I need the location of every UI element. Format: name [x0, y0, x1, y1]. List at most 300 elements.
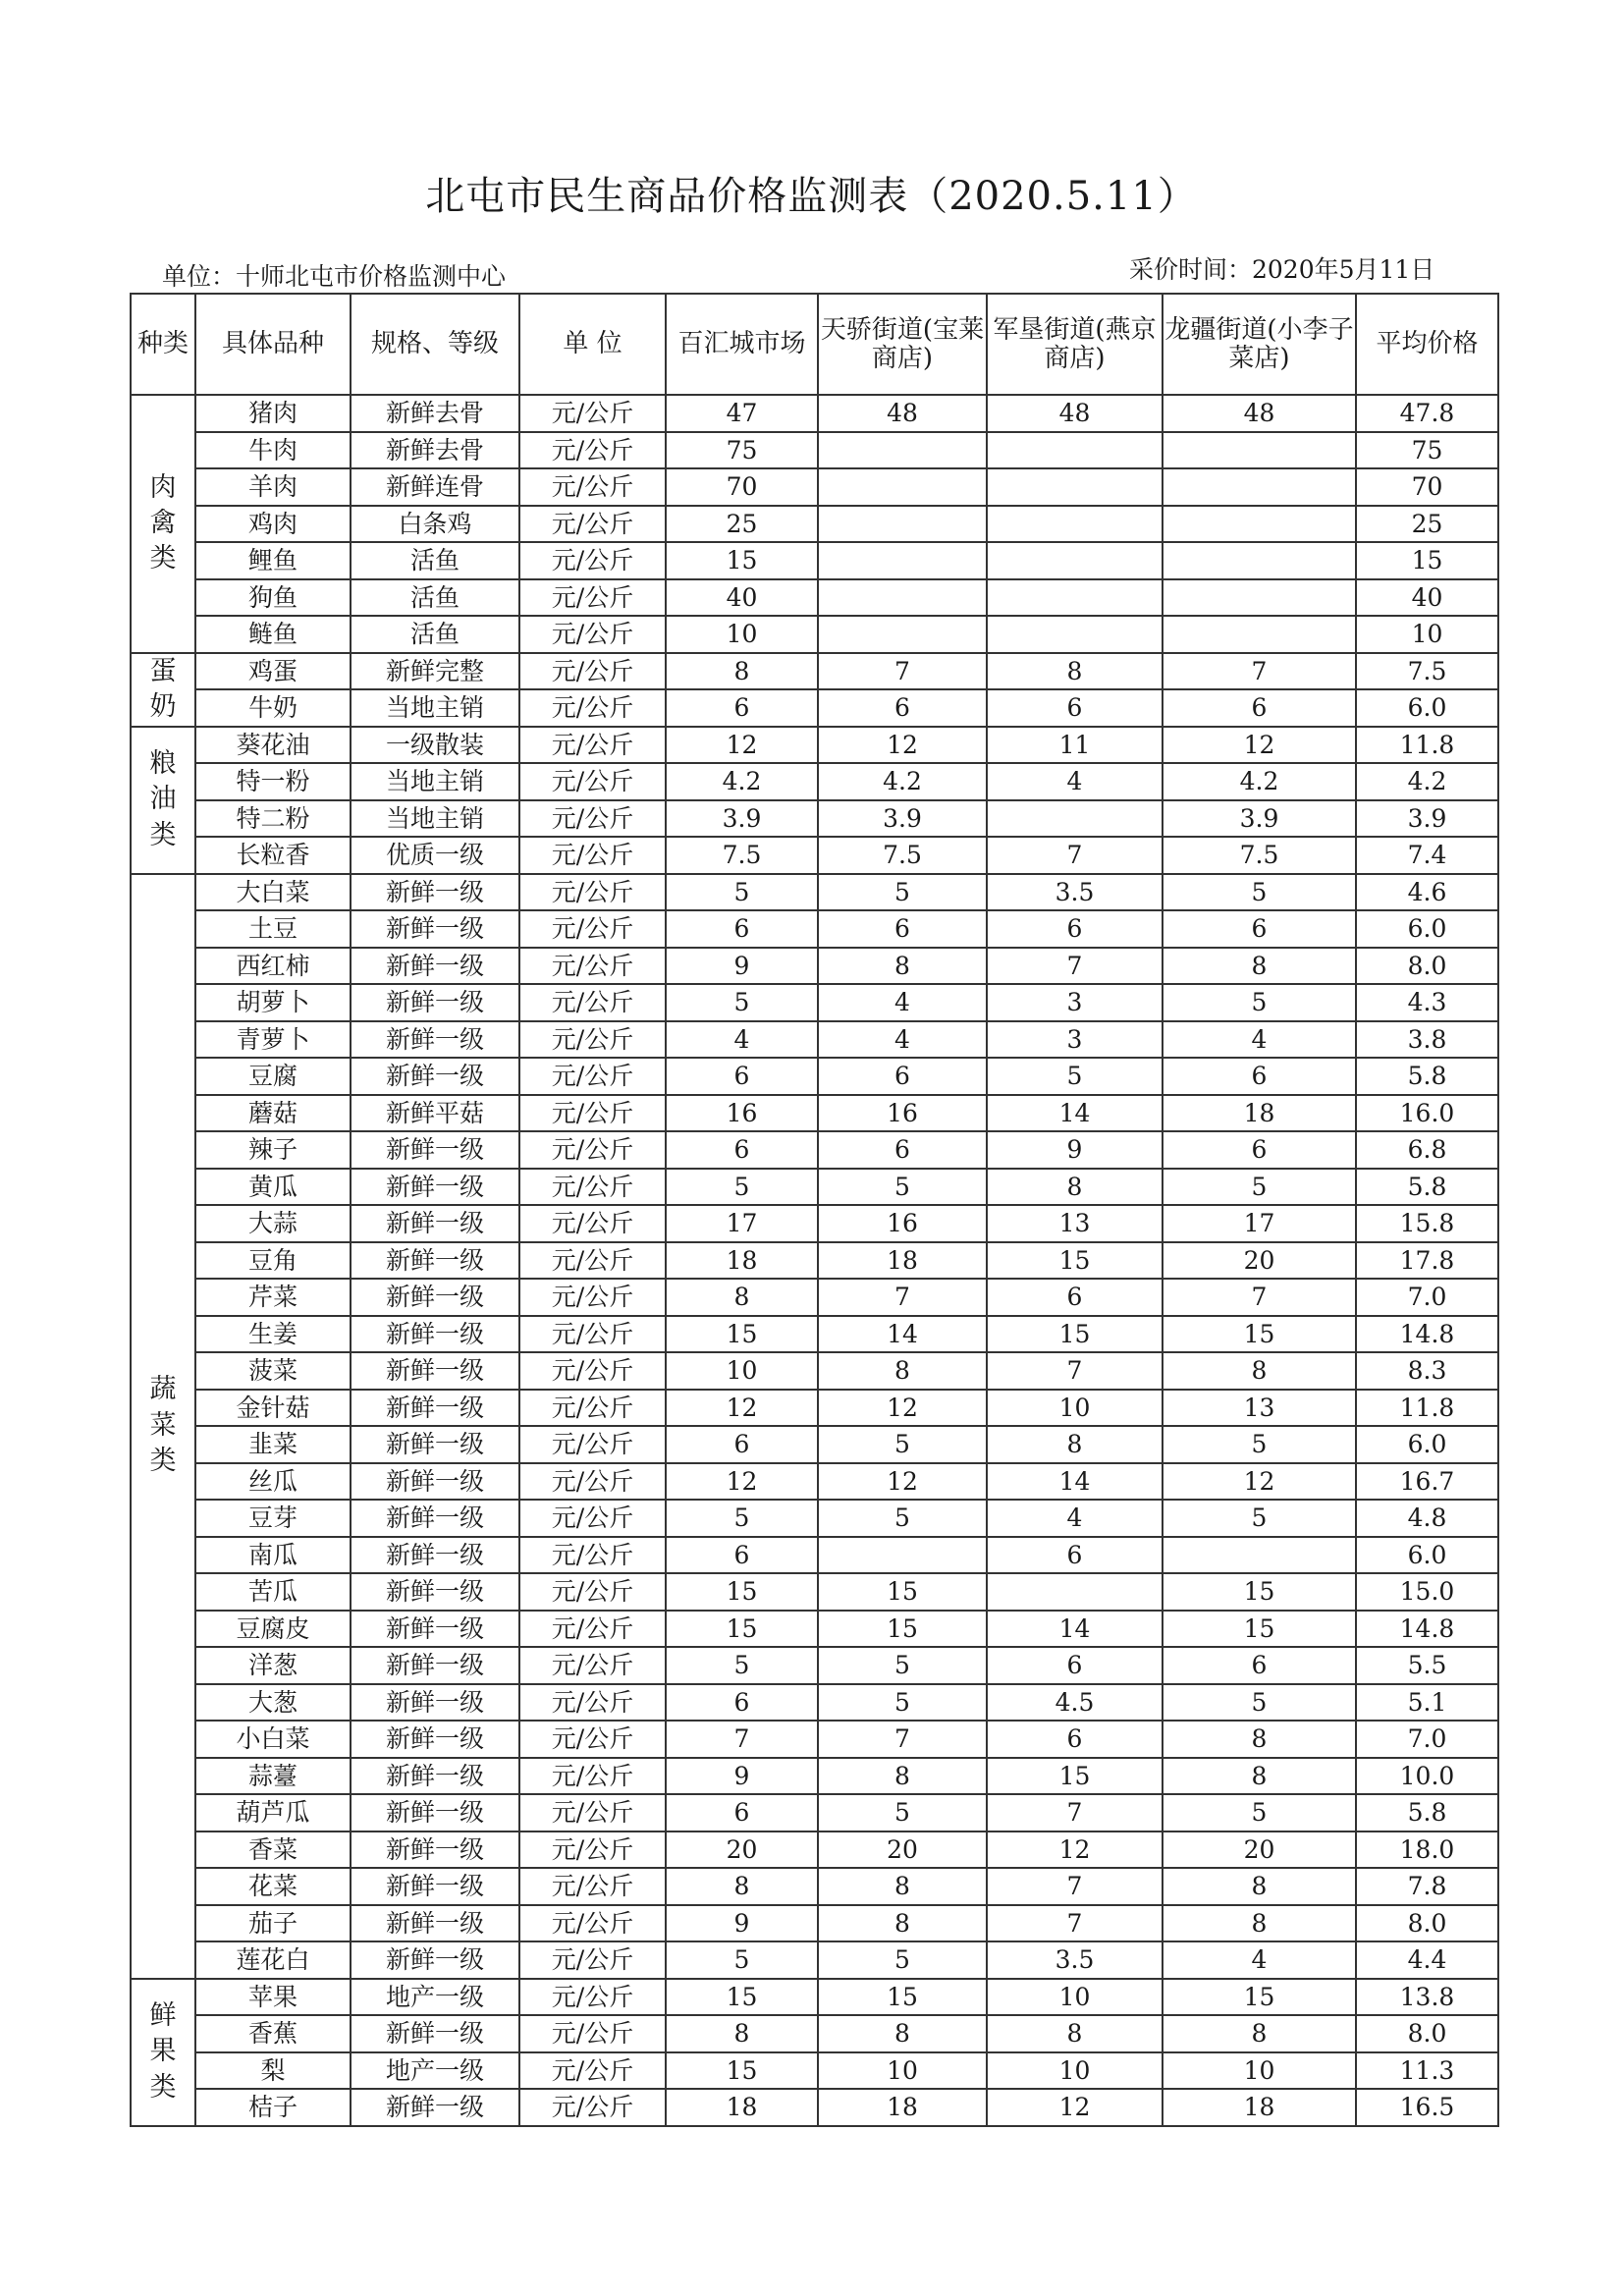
price-junken: 6: [987, 910, 1163, 948]
spec-cell: 优质一级: [351, 837, 519, 874]
unit-cell: 元/公斤: [519, 910, 666, 948]
price-junken: 3: [987, 1021, 1163, 1059]
price-baihui: 15: [666, 2052, 818, 2090]
unit-cell: 元/公斤: [519, 1758, 666, 1795]
price-longjiang: [1163, 579, 1356, 617]
price-baihui: 5: [666, 874, 818, 911]
price-tianjiao: 12: [818, 727, 987, 764]
price-longjiang: 8: [1163, 2015, 1356, 2052]
price-tianjiao: 5: [818, 1647, 987, 1684]
item-name: 大白菜: [195, 874, 351, 911]
price-baihui: 6: [666, 1537, 818, 1574]
average-price: 25: [1356, 506, 1498, 543]
price-baihui: 18: [666, 1242, 818, 1280]
average-price: 40: [1356, 579, 1498, 617]
price-baihui: 7: [666, 1721, 818, 1758]
average-price: 4.6: [1356, 874, 1498, 911]
price-baihui: 6: [666, 910, 818, 948]
item-name: 生姜: [195, 1316, 351, 1353]
item-name: 辣子: [195, 1131, 351, 1169]
price-longjiang: 18: [1163, 2089, 1356, 2126]
price-baihui: 25: [666, 506, 818, 543]
unit-cell: 元/公斤: [519, 948, 666, 985]
average-price: 11.8: [1356, 727, 1498, 764]
price-tianjiao: 48: [818, 395, 987, 432]
spec-cell: 新鲜一级: [351, 1279, 519, 1316]
price-junken: 7: [987, 1868, 1163, 1905]
item-name: 青萝卜: [195, 1021, 351, 1059]
table-row: [131, 542, 1498, 579]
item-name: 长粒香: [195, 837, 351, 874]
table-row: [131, 1500, 1498, 1537]
price-longjiang: 8: [1163, 948, 1356, 985]
unit-cell: 元/公斤: [519, 1941, 666, 1979]
item-name: 胡萝卜: [195, 984, 351, 1021]
price-tianjiao: [818, 616, 987, 653]
price-junken: 15: [987, 1758, 1163, 1795]
spec-cell: 新鲜一级: [351, 948, 519, 985]
unit-cell: 元/公斤: [519, 1058, 666, 1095]
price-longjiang: 8: [1163, 1868, 1356, 1905]
average-price: 5.8: [1356, 1794, 1498, 1831]
category-cell: 鲜 果 类: [131, 1979, 195, 2126]
item-name: 洋葱: [195, 1647, 351, 1684]
price-tianjiao: 4: [818, 984, 987, 1021]
price-junken: 6: [987, 689, 1163, 727]
item-name: 鸡蛋: [195, 653, 351, 690]
average-price: 47.8: [1356, 395, 1498, 432]
table-row: [131, 616, 1498, 653]
average-price: 3.8: [1356, 1021, 1498, 1059]
unit-cell: 元/公斤: [519, 1537, 666, 1574]
column-header: 百汇城市场: [666, 294, 818, 395]
spec-cell: 新鲜一级: [351, 1021, 519, 1059]
price-longjiang: 12: [1163, 1463, 1356, 1501]
price-longjiang: [1163, 542, 1356, 579]
price-longjiang: 4: [1163, 1941, 1356, 1979]
price-junken: 7: [987, 1352, 1163, 1390]
average-price: 18.0: [1356, 1831, 1498, 1869]
average-price: 7.8: [1356, 1868, 1498, 1905]
average-price: 5.1: [1356, 1684, 1498, 1722]
table-row: [131, 948, 1498, 985]
price-tianjiao: 16: [818, 1095, 987, 1132]
price-junken: 3.5: [987, 874, 1163, 911]
price-tianjiao: 5: [818, 1500, 987, 1537]
price-longjiang: 5: [1163, 1426, 1356, 1463]
price-baihui: 12: [666, 727, 818, 764]
price-baihui: 16: [666, 1095, 818, 1132]
item-name: 蘑菇: [195, 1095, 351, 1132]
item-name: 花菜: [195, 1868, 351, 1905]
column-header: 平均价格: [1356, 294, 1498, 395]
spec-cell: 新鲜一级: [351, 1352, 519, 1390]
table-row: [131, 1647, 1498, 1684]
price-junken: 8: [987, 1169, 1163, 1206]
price-tianjiao: 7: [818, 1279, 987, 1316]
price-baihui: 9: [666, 1905, 818, 1942]
price-tianjiao: 5: [818, 1169, 987, 1206]
spec-cell: 新鲜一级: [351, 1868, 519, 1905]
unit-cell: 元/公斤: [519, 1316, 666, 1353]
column-header: 规格、等级: [351, 294, 519, 395]
item-name: 羊肉: [195, 468, 351, 506]
table-row: [131, 1242, 1498, 1280]
price-junken: 8: [987, 653, 1163, 690]
table-row: [131, 837, 1498, 874]
spec-cell: 新鲜一级: [351, 1463, 519, 1501]
price-longjiang: 6: [1163, 1131, 1356, 1169]
price-junken: 6: [987, 1721, 1163, 1758]
average-price: 15.8: [1356, 1205, 1498, 1242]
price-longjiang: 7: [1163, 1279, 1356, 1316]
price-tianjiao: 8: [818, 1352, 987, 1390]
price-longjiang: [1163, 1537, 1356, 1574]
table-row: [131, 653, 1498, 690]
unit-cell: 元/公斤: [519, 1279, 666, 1316]
price-junken: 10: [987, 2052, 1163, 2090]
category-cell: 蔬 菜 类: [131, 874, 195, 1979]
price-baihui: 18: [666, 2089, 818, 2126]
price-tianjiao: 8: [818, 1758, 987, 1795]
table-row: [131, 1905, 1498, 1942]
average-price: 7.4: [1356, 837, 1498, 874]
price-baihui: 12: [666, 1463, 818, 1501]
item-name: 香蕉: [195, 2015, 351, 2052]
price-longjiang: 4.2: [1163, 763, 1356, 800]
table-row: [131, 763, 1498, 800]
spec-cell: 新鲜一级: [351, 1058, 519, 1095]
average-price: 10: [1356, 616, 1498, 653]
table-row: [131, 800, 1498, 838]
price-baihui: 9: [666, 1758, 818, 1795]
unit-cell: 元/公斤: [519, 689, 666, 727]
average-price: 4.4: [1356, 1941, 1498, 1979]
unit-cell: 元/公斤: [519, 1831, 666, 1869]
spec-cell: 活鱼: [351, 616, 519, 653]
price-tianjiao: 7: [818, 1721, 987, 1758]
table-row: [131, 1279, 1498, 1316]
table-row: [131, 1721, 1498, 1758]
item-name: 梨: [195, 2052, 351, 2090]
price-baihui: 3.9: [666, 800, 818, 838]
item-name: 大葱: [195, 1684, 351, 1722]
unit-cell: 元/公斤: [519, 2015, 666, 2052]
price-tianjiao: 12: [818, 1463, 987, 1501]
price-baihui: 6: [666, 1426, 818, 1463]
price-junken: 15: [987, 1316, 1163, 1353]
price-baihui: 15: [666, 542, 818, 579]
spec-cell: 新鲜一级: [351, 1905, 519, 1942]
spec-cell: 新鲜一级: [351, 1426, 519, 1463]
item-name: 狗鱼: [195, 579, 351, 617]
unit-cell: 元/公斤: [519, 468, 666, 506]
price-baihui: 15: [666, 1573, 818, 1611]
spec-cell: 新鲜一级: [351, 2089, 519, 2126]
price-junken: [987, 1573, 1163, 1611]
price-junken: [987, 542, 1163, 579]
spec-cell: 新鲜一级: [351, 1205, 519, 1242]
price-tianjiao: [818, 506, 987, 543]
price-longjiang: [1163, 506, 1356, 543]
price-baihui: 40: [666, 579, 818, 617]
average-price: 8.0: [1356, 948, 1498, 985]
price-longjiang: 7.5: [1163, 837, 1356, 874]
unit-cell: 元/公斤: [519, 1242, 666, 1280]
price-junken: 13: [987, 1205, 1163, 1242]
price-tianjiao: 6: [818, 1131, 987, 1169]
item-name: 黄瓜: [195, 1169, 351, 1206]
price-longjiang: 5: [1163, 984, 1356, 1021]
spec-cell: 活鱼: [351, 579, 519, 617]
spec-cell: 新鲜一级: [351, 984, 519, 1021]
price-tianjiao: 3.9: [818, 800, 987, 838]
table-row: [131, 1205, 1498, 1242]
price-baihui: 10: [666, 1352, 818, 1390]
price-junken: 7: [987, 1905, 1163, 1942]
item-name: 豆腐皮: [195, 1611, 351, 1648]
table-row: [131, 984, 1498, 1021]
average-price: 16.0: [1356, 1095, 1498, 1132]
price-baihui: 5: [666, 984, 818, 1021]
table-row: [131, 2052, 1498, 2090]
price-table: [130, 293, 1499, 2127]
average-price: 13.8: [1356, 1979, 1498, 2016]
price-baihui: 47: [666, 395, 818, 432]
item-name: 菠菜: [195, 1352, 351, 1390]
spec-cell: 新鲜一级: [351, 1500, 519, 1537]
price-baihui: 15: [666, 1979, 818, 2016]
unit-cell: 元/公斤: [519, 2089, 666, 2126]
unit-cell: 元/公斤: [519, 432, 666, 469]
average-price: 6.8: [1356, 1131, 1498, 1169]
price-tianjiao: 15: [818, 1573, 987, 1611]
table-row: [131, 1316, 1498, 1353]
unit-cell: 元/公斤: [519, 1905, 666, 1942]
table-row: [131, 432, 1498, 469]
price-baihui: 75: [666, 432, 818, 469]
price-tianjiao: 4.2: [818, 763, 987, 800]
unit-cell: 元/公斤: [519, 1979, 666, 2016]
table-row: [131, 1390, 1498, 1427]
price-longjiang: 8: [1163, 1758, 1356, 1795]
unit-cell: 元/公斤: [519, 1352, 666, 1390]
price-tianjiao: 8: [818, 948, 987, 985]
table-row: [131, 1868, 1498, 1905]
page-title: 北屯市民生商品价格监测表（2020.5.11）: [425, 174, 1198, 219]
spec-cell: 新鲜一级: [351, 1647, 519, 1684]
price-junken: 3: [987, 984, 1163, 1021]
item-name: 茄子: [195, 1905, 351, 1942]
item-name: 西红柿: [195, 948, 351, 985]
price-junken: 7: [987, 1794, 1163, 1831]
price-baihui: 9: [666, 948, 818, 985]
price-junken: 15: [987, 1242, 1163, 1280]
unit-cell: 元/公斤: [519, 837, 666, 874]
spec-cell: 新鲜一级: [351, 1537, 519, 1574]
table-row: [131, 579, 1498, 617]
price-longjiang: 18: [1163, 1095, 1356, 1132]
item-name: 金针菇: [195, 1390, 351, 1427]
price-junken: 8: [987, 2015, 1163, 2052]
column-header: 种类: [131, 294, 195, 395]
average-price: 6.0: [1356, 910, 1498, 948]
spec-cell: 新鲜一级: [351, 1242, 519, 1280]
item-name: 大蒜: [195, 1205, 351, 1242]
item-name: 豆角: [195, 1242, 351, 1280]
category-cell: 肉 禽 类: [131, 395, 195, 653]
item-name: 牛奶: [195, 689, 351, 727]
price-longjiang: 3.9: [1163, 800, 1356, 838]
unit-cell: 元/公斤: [519, 1868, 666, 1905]
item-name: 香菜: [195, 1831, 351, 1869]
average-price: 4.2: [1356, 763, 1498, 800]
unit-cell: 元/公斤: [519, 2052, 666, 2090]
table-row: [131, 689, 1498, 727]
price-junken: 6: [987, 1537, 1163, 1574]
price-tianjiao: 18: [818, 1242, 987, 1280]
unit-cell: 元/公斤: [519, 1721, 666, 1758]
price-baihui: 6: [666, 1684, 818, 1722]
price-junken: 12: [987, 1831, 1163, 1869]
price-junken: 10: [987, 1979, 1163, 2016]
unit-cell: 元/公斤: [519, 1794, 666, 1831]
table-row: [131, 1352, 1498, 1390]
price-baihui: 10: [666, 616, 818, 653]
table-row: [131, 506, 1498, 543]
price-junken: 9: [987, 1131, 1163, 1169]
price-tianjiao: 8: [818, 2015, 987, 2052]
price-baihui: 70: [666, 468, 818, 506]
table-row: [131, 1794, 1498, 1831]
collection-date: 采价时间：2020年5月11日: [1129, 255, 1435, 284]
price-baihui: 5: [666, 1941, 818, 1979]
price-junken: 6: [987, 1647, 1163, 1684]
price-junken: 14: [987, 1095, 1163, 1132]
table-row: [131, 1095, 1498, 1132]
price-tianjiao: 6: [818, 910, 987, 948]
unit-cell: 元/公斤: [519, 579, 666, 617]
average-price: 7.0: [1356, 1721, 1498, 1758]
price-longjiang: 13: [1163, 1390, 1356, 1427]
spec-cell: 新鲜去骨: [351, 395, 519, 432]
price-longjiang: 15: [1163, 1611, 1356, 1648]
item-name: 小白菜: [195, 1721, 351, 1758]
price-junken: 10: [987, 1390, 1163, 1427]
price-longjiang: 15: [1163, 1573, 1356, 1611]
spec-cell: 新鲜平菇: [351, 1095, 519, 1132]
price-longjiang: 6: [1163, 1058, 1356, 1095]
price-junken: 4.5: [987, 1684, 1163, 1722]
average-price: 4.8: [1356, 1500, 1498, 1537]
table-header: [131, 294, 1498, 395]
item-name: 芹菜: [195, 1279, 351, 1316]
item-name: 丝瓜: [195, 1463, 351, 1501]
item-name: 牛肉: [195, 432, 351, 469]
spec-cell: 新鲜一级: [351, 1169, 519, 1206]
price-junken: 7: [987, 837, 1163, 874]
table-row: [131, 1611, 1498, 1648]
price-baihui: 8: [666, 653, 818, 690]
price-tianjiao: 16: [818, 1205, 987, 1242]
table-row: [131, 1021, 1498, 1059]
price-longjiang: 5: [1163, 1500, 1356, 1537]
unit-cell: 元/公斤: [519, 395, 666, 432]
price-baihui: 4.2: [666, 763, 818, 800]
column-header: 军垦街道(燕京商店): [987, 294, 1163, 395]
spec-cell: 新鲜一级: [351, 1390, 519, 1427]
price-tianjiao: 8: [818, 1868, 987, 1905]
average-price: 8.0: [1356, 2015, 1498, 2052]
price-longjiang: 10: [1163, 2052, 1356, 2090]
column-header: 单 位: [519, 294, 666, 395]
column-header: 龙疆街道(小李子菜店): [1163, 294, 1356, 395]
price-baihui: 6: [666, 689, 818, 727]
price-longjiang: 4: [1163, 1021, 1356, 1059]
spec-cell: 当地主销: [351, 763, 519, 800]
table-row: [131, 1058, 1498, 1095]
item-name: 鲢鱼: [195, 616, 351, 653]
item-name: 葵花油: [195, 727, 351, 764]
category-cell: 粮 油 类: [131, 727, 195, 874]
item-name: 豆腐: [195, 1058, 351, 1095]
price-longjiang: 48: [1163, 395, 1356, 432]
average-price: 6.0: [1356, 1537, 1498, 1574]
spec-cell: 新鲜连骨: [351, 468, 519, 506]
price-junken: 48: [987, 395, 1163, 432]
price-junken: 4: [987, 763, 1163, 800]
spec-cell: 活鱼: [351, 542, 519, 579]
unit-cell: 元/公斤: [519, 1021, 666, 1059]
price-baihui: 5: [666, 1647, 818, 1684]
price-longjiang: 12: [1163, 727, 1356, 764]
spec-cell: 新鲜一级: [351, 1131, 519, 1169]
price-longjiang: 17: [1163, 1205, 1356, 1242]
item-name: 葫芦瓜: [195, 1794, 351, 1831]
price-junken: [987, 616, 1163, 653]
unit-cell: 元/公斤: [519, 1463, 666, 1501]
price-longjiang: 5: [1163, 1684, 1356, 1722]
price-baihui: 17: [666, 1205, 818, 1242]
unit-cell: 元/公斤: [519, 763, 666, 800]
average-price: 6.0: [1356, 689, 1498, 727]
spec-cell: 新鲜一级: [351, 1758, 519, 1795]
price-tianjiao: 4: [818, 1021, 987, 1059]
unit-cell: 元/公斤: [519, 1611, 666, 1648]
price-tianjiao: 15: [818, 1611, 987, 1648]
price-baihui: 6: [666, 1794, 818, 1831]
price-tianjiao: 18: [818, 2089, 987, 2126]
price-tianjiao: 20: [818, 1831, 987, 1869]
price-longjiang: [1163, 468, 1356, 506]
price-longjiang: [1163, 432, 1356, 469]
price-baihui: 5: [666, 1500, 818, 1537]
price-junken: [987, 800, 1163, 838]
spec-cell: 新鲜一级: [351, 1794, 519, 1831]
table-row: [131, 395, 1498, 432]
item-name: 特一粉: [195, 763, 351, 800]
price-junken: 7: [987, 948, 1163, 985]
average-price: 7.0: [1356, 1279, 1498, 1316]
unit-cell: 元/公斤: [519, 616, 666, 653]
price-junken: [987, 432, 1163, 469]
price-longjiang: [1163, 616, 1356, 653]
price-junken: 8: [987, 1426, 1163, 1463]
spec-cell: 当地主销: [351, 689, 519, 727]
average-price: 16.5: [1356, 2089, 1498, 2126]
average-price: 14.8: [1356, 1611, 1498, 1648]
item-name: 南瓜: [195, 1537, 351, 1574]
